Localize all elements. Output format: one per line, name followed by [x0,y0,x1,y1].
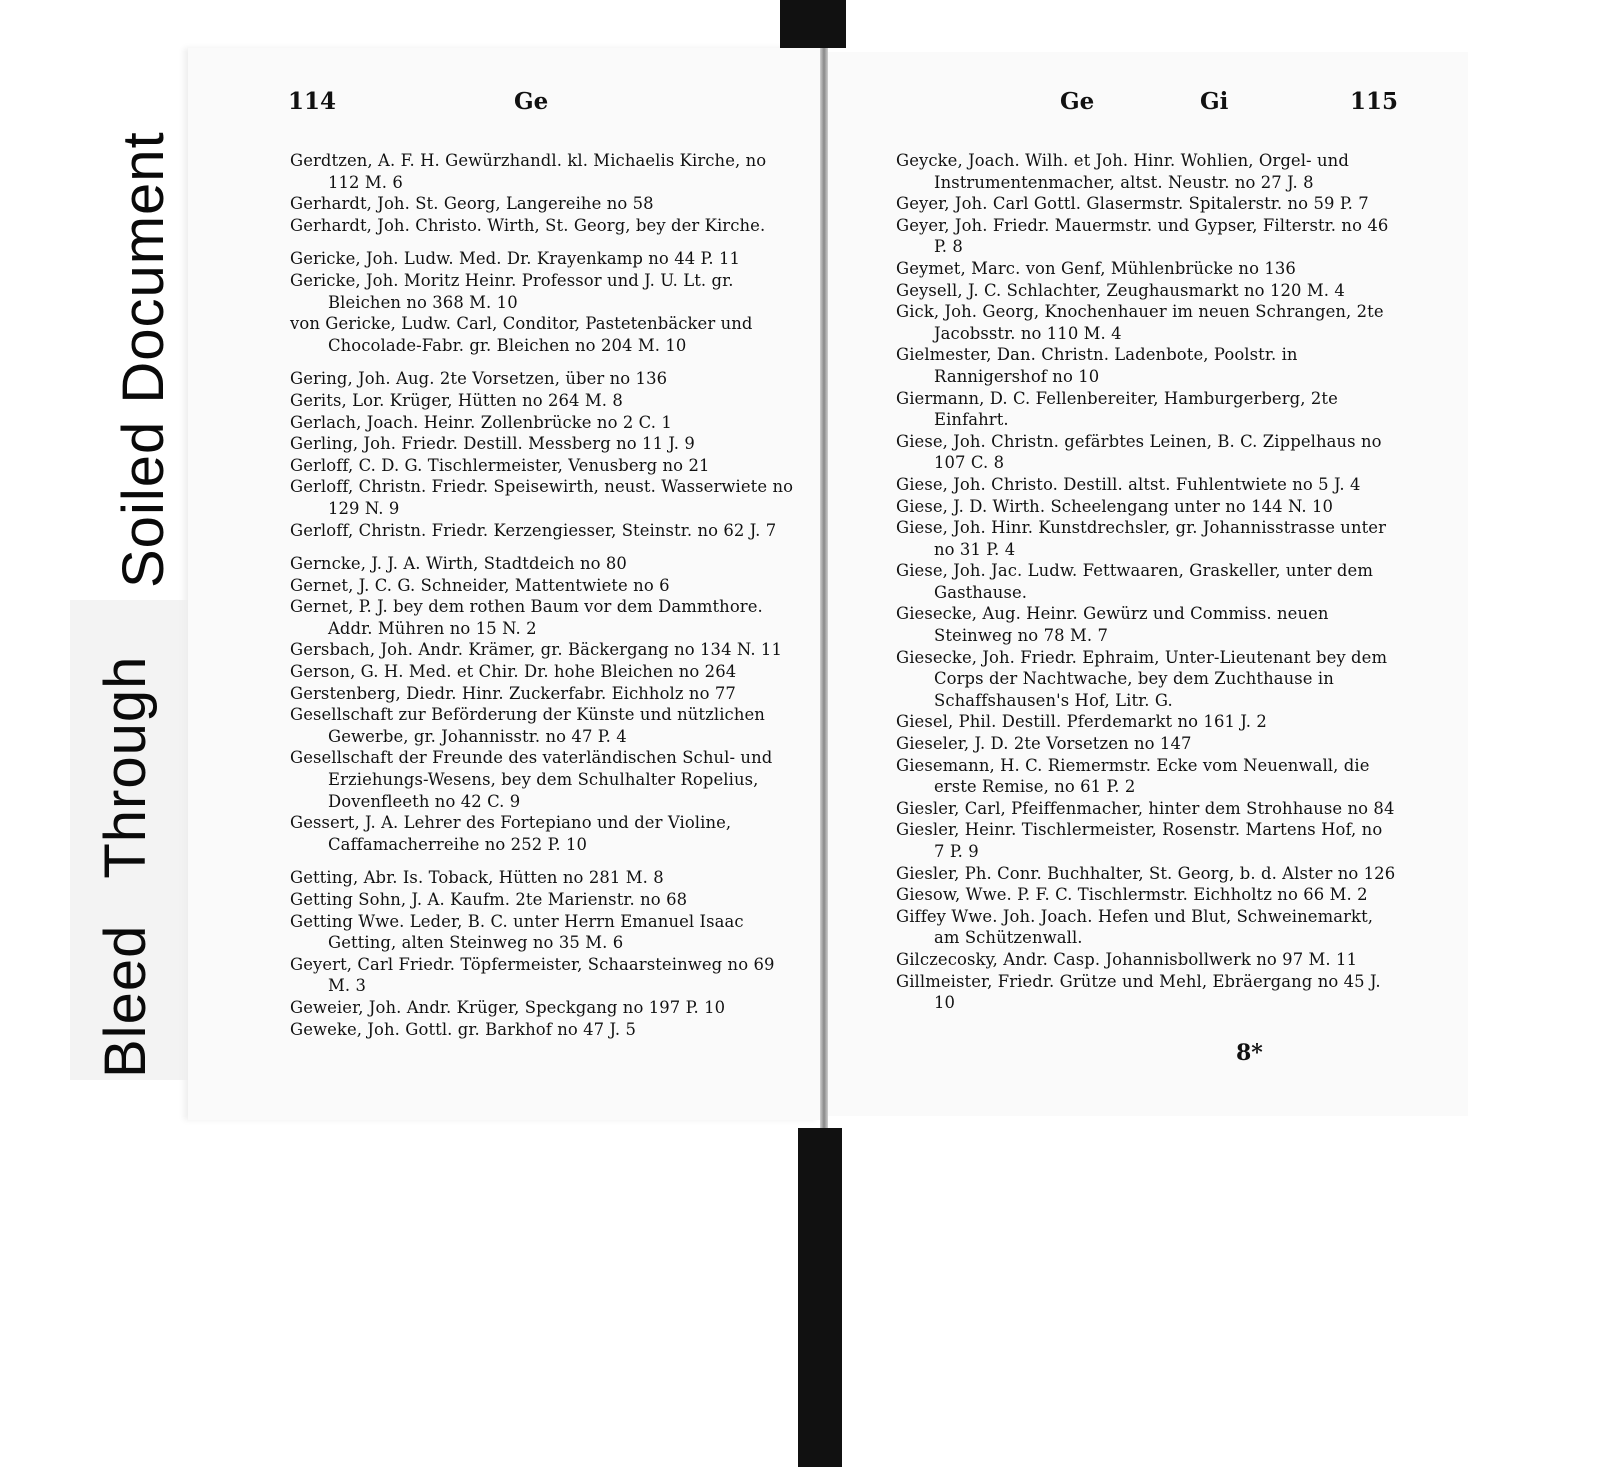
left-directory-list [290,150,800,1040]
bottom-binding-tab [798,1128,842,1467]
directory-entry: Gerloff, Christn. Friedr. Speisewirth, neust. Wasserwiete no 129 N. 9 [290,477,794,518]
directory-entry: Geweier, Joh. Andr. Krüger, Speckgang no 197 P. 10 [290,997,726,1017]
directory-entry: Gesellschaft der Freunde des vaterländischen Schul- und Erziehungs-Wesens, bey dem Schulhalter Ropelius, Dovenfleeth no 42 C. 9 [290,748,773,811]
directory-entry: Gernet, P. J. bey dem rothen Baum vor dem Dammthore. Addr. Mühren no 15 N. 2 [290,597,763,638]
directory-entry: Gesellschaft zur Beförderung der Künste und nützlichen Gewerbe, gr. Johannisstr. no 47 P. 4 [290,705,765,746]
directory-entry: Giesel, Phil. Destill. Pferdemarkt no 161 J. 2 [896,712,1267,732]
book-spine [820,48,828,1128]
directory-entry: Geysell, J. C. Schlachter, Zeughausmarkt no 120 M. 4 [896,280,1345,300]
directory-entry: Gieseler, J. D. 2te Vorsetzen no 147 [896,734,1192,754]
directory-entry: Geymet, Marc. von Genf, Mühlenbrücke no 136 [896,258,1296,278]
directory-entry: Giermann, D. C. Fellenbereiter, Hamburgerberg, 2te Einfahrt. [896,388,1338,430]
directory-entry: Gerloff, Christn. Friedr. Kerzengiesser, Steinstr. no 62 J. 7 [290,520,777,540]
directory-entry: Getting, Abr. Is. Toback, Hütten no 281 M. 8 [290,868,664,888]
directory-entry: Giesler, Heinr. Tischlermeister, Rosenstr. Martens Hof, no 7 P. 9 [896,820,1383,861]
side-label-word-through: Through [93,655,158,879]
directory-entry: Gessert, J. A. Lehrer des Fortepiano und der Violine, Caffamacherreihe no 252 P. 10 [290,813,732,854]
directory-entry: Gerdtzen, A. F. H. Gewürzhandl. kl. Michaelis Kirche, no 112 M. 6 [290,151,767,192]
directory-entry: Geyer, Joh. Friedr. Mauermstr. und Gypser, Filterstr. no 46 P. 8 [896,215,1389,257]
side-label-word-bleed: Bleed [93,924,158,1078]
directory-entry: Gericke, Joh. Moritz Heinr. Professor und J. U. Lt. gr. Bleichen no 368 M. 10 [290,270,734,312]
directory-entry: Gerson, G. H. Med. et Chir. Dr. hohe Bleichen no 264 [290,662,737,682]
directory-entry: Geycke, Joach. Wilh. et Joh. Hinr. Wohlien, Orgel- und Instrumentenmacher, altst. Neustr. no 27 J. 8 [896,151,1349,192]
right-directory-list [896,150,1396,1014]
directory-entry: Gericke, Joh. Ludw. Med. Dr. Krayenkamp no 44 P. 11 [290,249,741,269]
directory-entry: Gilczecosky, Andr. Casp. Johannisbollwerk no 97 M. 11 [896,949,1358,969]
directory-entry: Gerncke, J. J. A. Wirth, Stadtdeich no 80 [290,554,627,574]
directory-entry: Giesow, Wwe. P. F. C. Tischlermstr. Eichholtz no 66 M. 2 [896,885,1368,905]
directory-entry: Giesecke, Aug. Heinr. Gewürz und Commiss. neuen Steinweg no 78 M. 7 [896,604,1329,646]
directory-entry: Geweke, Joh. Gottl. gr. Barkhof no 47 J. 5 [290,1019,637,1039]
directory-entry: Geyert, Carl Friedr. Töpfermeister, Schaarsteinweg no 69 M. 3 [290,954,775,996]
directory-entry: Giesecke, Joh. Friedr. Ephraim, Unter-Lieutenant bey dem Corps der Nachtwache, bey dem Zuchthause in Schaffshausen's Hof, Litr. G. [896,647,1388,710]
directory-entry: Gerhardt, Joh. Christo. Wirth, St. Georg, bey der Kirche. [290,215,766,235]
directory-entry: Gerlach, Joach. Heinr. Zollenbrücke no 2 C. 1 [290,412,672,432]
directory-entry: Gick, Joh. Georg, Knochenhauer im neuen Schrangen, 2te Jacobsstr. no 110 M. 4 [896,302,1384,343]
directory-entry: Giesler, Carl, Pfeiffenmacher, hinter dem Strohhause no 84 [896,798,1395,818]
side-label-bleed-through [92,656,159,1078]
right-page-number: 115 [1350,88,1399,115]
directory-entry: Gillmeister, Friedr. Grütze und Mehl, Ebräergang no 45 J. 10 [896,971,1381,1013]
signature-mark: 8* [1236,1040,1263,1066]
directory-entry: Gielmester, Dan. Christn. Ladenbote, Poolstr. in Rannigershof no 10 [896,345,1298,386]
directory-entry: Gernet, J. C. G. Schneider, Mattentwiete no 6 [290,575,670,595]
directory-entry: Giffey Wwe. Joh. Joach. Hefen und Blut, Schweinemarkt, am Schützenwall. [896,906,1374,948]
directory-entry: Gerling, Joh. Friedr. Destill. Messberg no 11 J. 9 [290,434,695,454]
directory-entry: Giesler, Ph. Conr. Buchhalter, St. Georg, b. d. Alster no 126 [896,863,1396,883]
directory-entry: Gerstenberg, Diedr. Hinr. Zuckerfabr. Eichholz no 77 [290,683,736,703]
directory-entry: Giese, Joh. Christo. Destill. altst. Fuhlentwiete no 5 J. 4 [896,474,1361,494]
directory-entry: Gerloff, C. D. G. Tischlermeister, Venusberg no 21 [290,455,710,475]
directory-entry: Getting Wwe. Leder, B. C. unter Herrn Emanuel Isaac Getting, alten Steinweg no 35 M. 6 [290,911,744,953]
directory-entry: Giese, Joh. Hinr. Kunstdrechsler, gr. Johannisstrasse unter no 31 P. 4 [896,518,1387,559]
directory-entry: Gersbach, Joh. Andr. Krämer, gr. Bäckergang no 134 N. 11 [290,640,782,660]
left-running-header: Ge [514,88,549,115]
directory-entry: Gerits, Lor. Krüger, Hütten no 264 M. 8 [290,390,623,410]
directory-entry: Geyer, Joh. Carl Gottl. Glasermstr. Spitalerstr. no 59 P. 7 [896,194,1369,214]
directory-entry: Gering, Joh. Aug. 2te Vorsetzen, über no 136 [290,369,668,389]
left-page-number: 114 [288,88,337,115]
top-binding-tab [780,0,846,48]
directory-entry: Giesemann, H. C. Riemermstr. Ecke vom Neuenwall, die erste Remise, no 61 P. 2 [896,755,1370,797]
side-label-soiled-document: Soiled Document [111,131,176,588]
directory-entry: Gerhardt, Joh. St. Georg, Langereihe no 58 [290,194,654,214]
directory-entry: Giese, Joh. Jac. Ludw. Fettwaaren, Graskeller, unter dem Gasthause. [896,561,1373,602]
directory-entry: Giese, J. D. Wirth. Scheelengang unter no 144 N. 10 [896,496,1334,516]
directory-entry: von Gericke, Ludw. Carl, Conditor, Pastetenbäcker und Chocolade-Fabr. gr. Bleichen no 204 M. 10 [290,314,753,355]
directory-entry: Giese, Joh. Christn. gefärbtes Leinen, B. C. Zippelhaus no 107 C. 8 [896,431,1382,473]
right-running-header-right: Gi [1200,88,1229,115]
right-running-header-left: Ge [1060,88,1095,115]
directory-entry: Getting Sohn, J. A. Kaufm. 2te Marienstr. no 68 [290,890,688,909]
